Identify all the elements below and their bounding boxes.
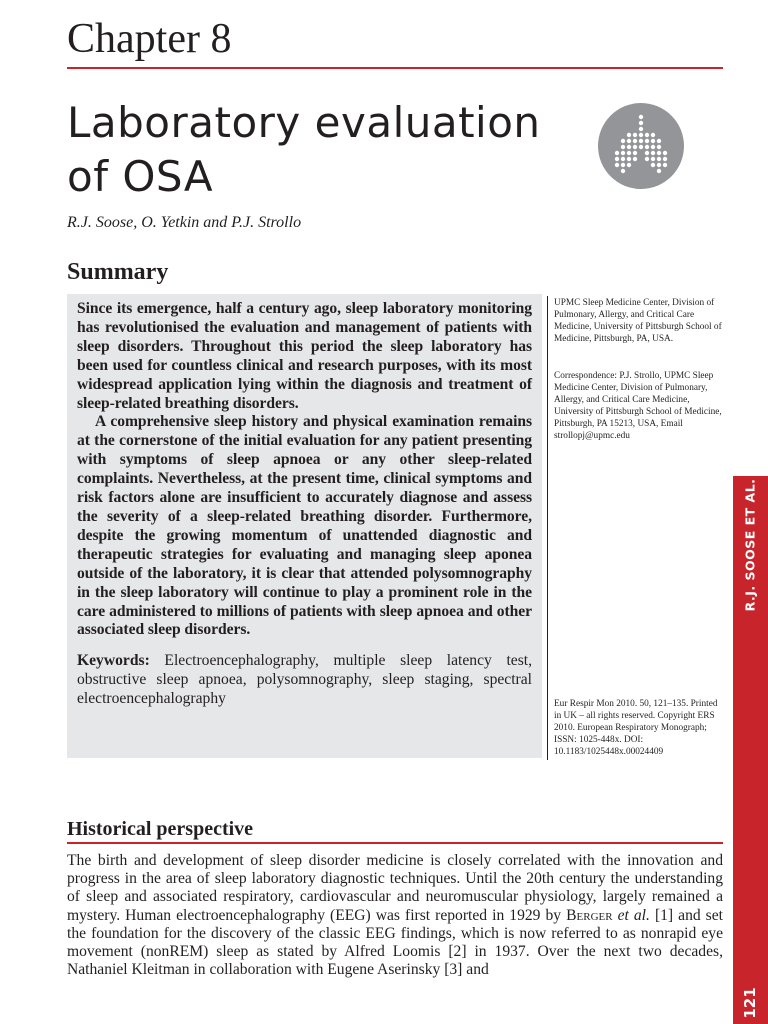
summary-paragraph-2: A comprehensive sleep history and physical examination remains at the cornerstone of the initial evaluation for any patient presenting with symptoms of sleep apnoea or any other sleep-related complaints. Nevertheless, at the present time, clinical symptoms and risk factors alone are insufficient to accurately diagnose and assess the severity of a sleep-related breathing disorder. Furthermore, despite the growing momentum of unattended diagnostic and therapeutic strategies for evaluating and managing sleep aponea outside of the laboratory, it is clear that attended polysomnography in the sleep laboratory will continue to play a prominent role in the care administered to millions of patients with sleep apnoea and other associated sleep disorders. xyxy=(77,413,532,639)
summary-box xyxy=(67,294,542,758)
body-text-part-2: [1] and set the foundation for the discovery of the classic EEG findings, which is now referred to as nonrapid eye movement (nonREM) sleep as stated by Alfred Loomis [2] in 1937. Over the next two decades, Nathaniel Kleitman in collaboration with Eugene Aserinsky [3] and xyxy=(67,906,724,979)
running-head: R.J. SOOSE ET AL. xyxy=(742,478,758,612)
correspondence-note: Correspondence: P.J. Strollo, UPMC Sleep Medicine Center, Division of Pulmonary, Allergy, and Critical Care Medicine, University of Pittsburgh School of Medicine, Pittsburgh, PA 15213, USA, Email strollopj@upmc.edu xyxy=(554,371,722,441)
summary-paragraph-1: Since its emergence, half a century ago, sleep laboratory monitoring has revolutionised the evaluation and management of patients with sleep disorders. Throughout this period the sleep laboratory has been used for countless clinical and research purposes, with its most widespread application lying within the diagnosis and treatment of sleep-related breathing disorders. xyxy=(77,300,532,412)
title-line-1: Laboratory evaluation xyxy=(67,98,541,147)
keywords-label: Keywords: xyxy=(77,652,150,670)
summary-heading: Summary xyxy=(67,259,169,285)
section-heading: Historical perspective xyxy=(67,818,254,840)
page-number: 121 xyxy=(741,987,759,1019)
chapter-rule xyxy=(67,67,723,69)
title-line-2: of OSA xyxy=(67,152,214,201)
sidebar-rule xyxy=(547,296,548,760)
page-title xyxy=(67,96,587,204)
authors: R.J. Soose, O. Yetkin and P.J. Strollo xyxy=(67,214,302,231)
affiliation-note: UPMC Sleep Medicine Center, Division of Pulmonary, Allergy, and Critical Care Medicine, University of Pittsburgh School of Medicine, Pittsburgh, PA, USA. xyxy=(554,298,722,344)
ers-lungs-logo-icon xyxy=(598,103,684,189)
section-rule xyxy=(67,842,723,844)
cited-author: Berger xyxy=(566,906,613,924)
et-al: et al. xyxy=(617,906,650,924)
body-text-part-1: The birth and development of sleep disorder medicine is closely correlated with the innovation and progress in the area of sleep laboratory diagnostic techniques. Until the 20th century the understanding of sleep and associated respiratory, cardiovascular and neuromuscular physiology, largely remained a mystery. Human electroencephalography (EEG) was first reported in 1929 by xyxy=(67,852,723,924)
chapter-label: Chapter 8 xyxy=(67,16,232,62)
citation-note: Eur Respir Mon 2010. 50, 121–135. Printed in UK – all rights reserved. Copyright ERS 2010. European Respiratory Monograph; ISSN: 1025-448x. DOI: 10.1183/1025448x.00024409 xyxy=(554,699,718,757)
keywords-list: Electroencephalography, multiple sleep latency test, obstructive sleep apnoea, polysomnography, sleep staging, spectral electroencephalography xyxy=(77,652,532,708)
section-body xyxy=(67,852,723,979)
keywords xyxy=(77,652,532,709)
